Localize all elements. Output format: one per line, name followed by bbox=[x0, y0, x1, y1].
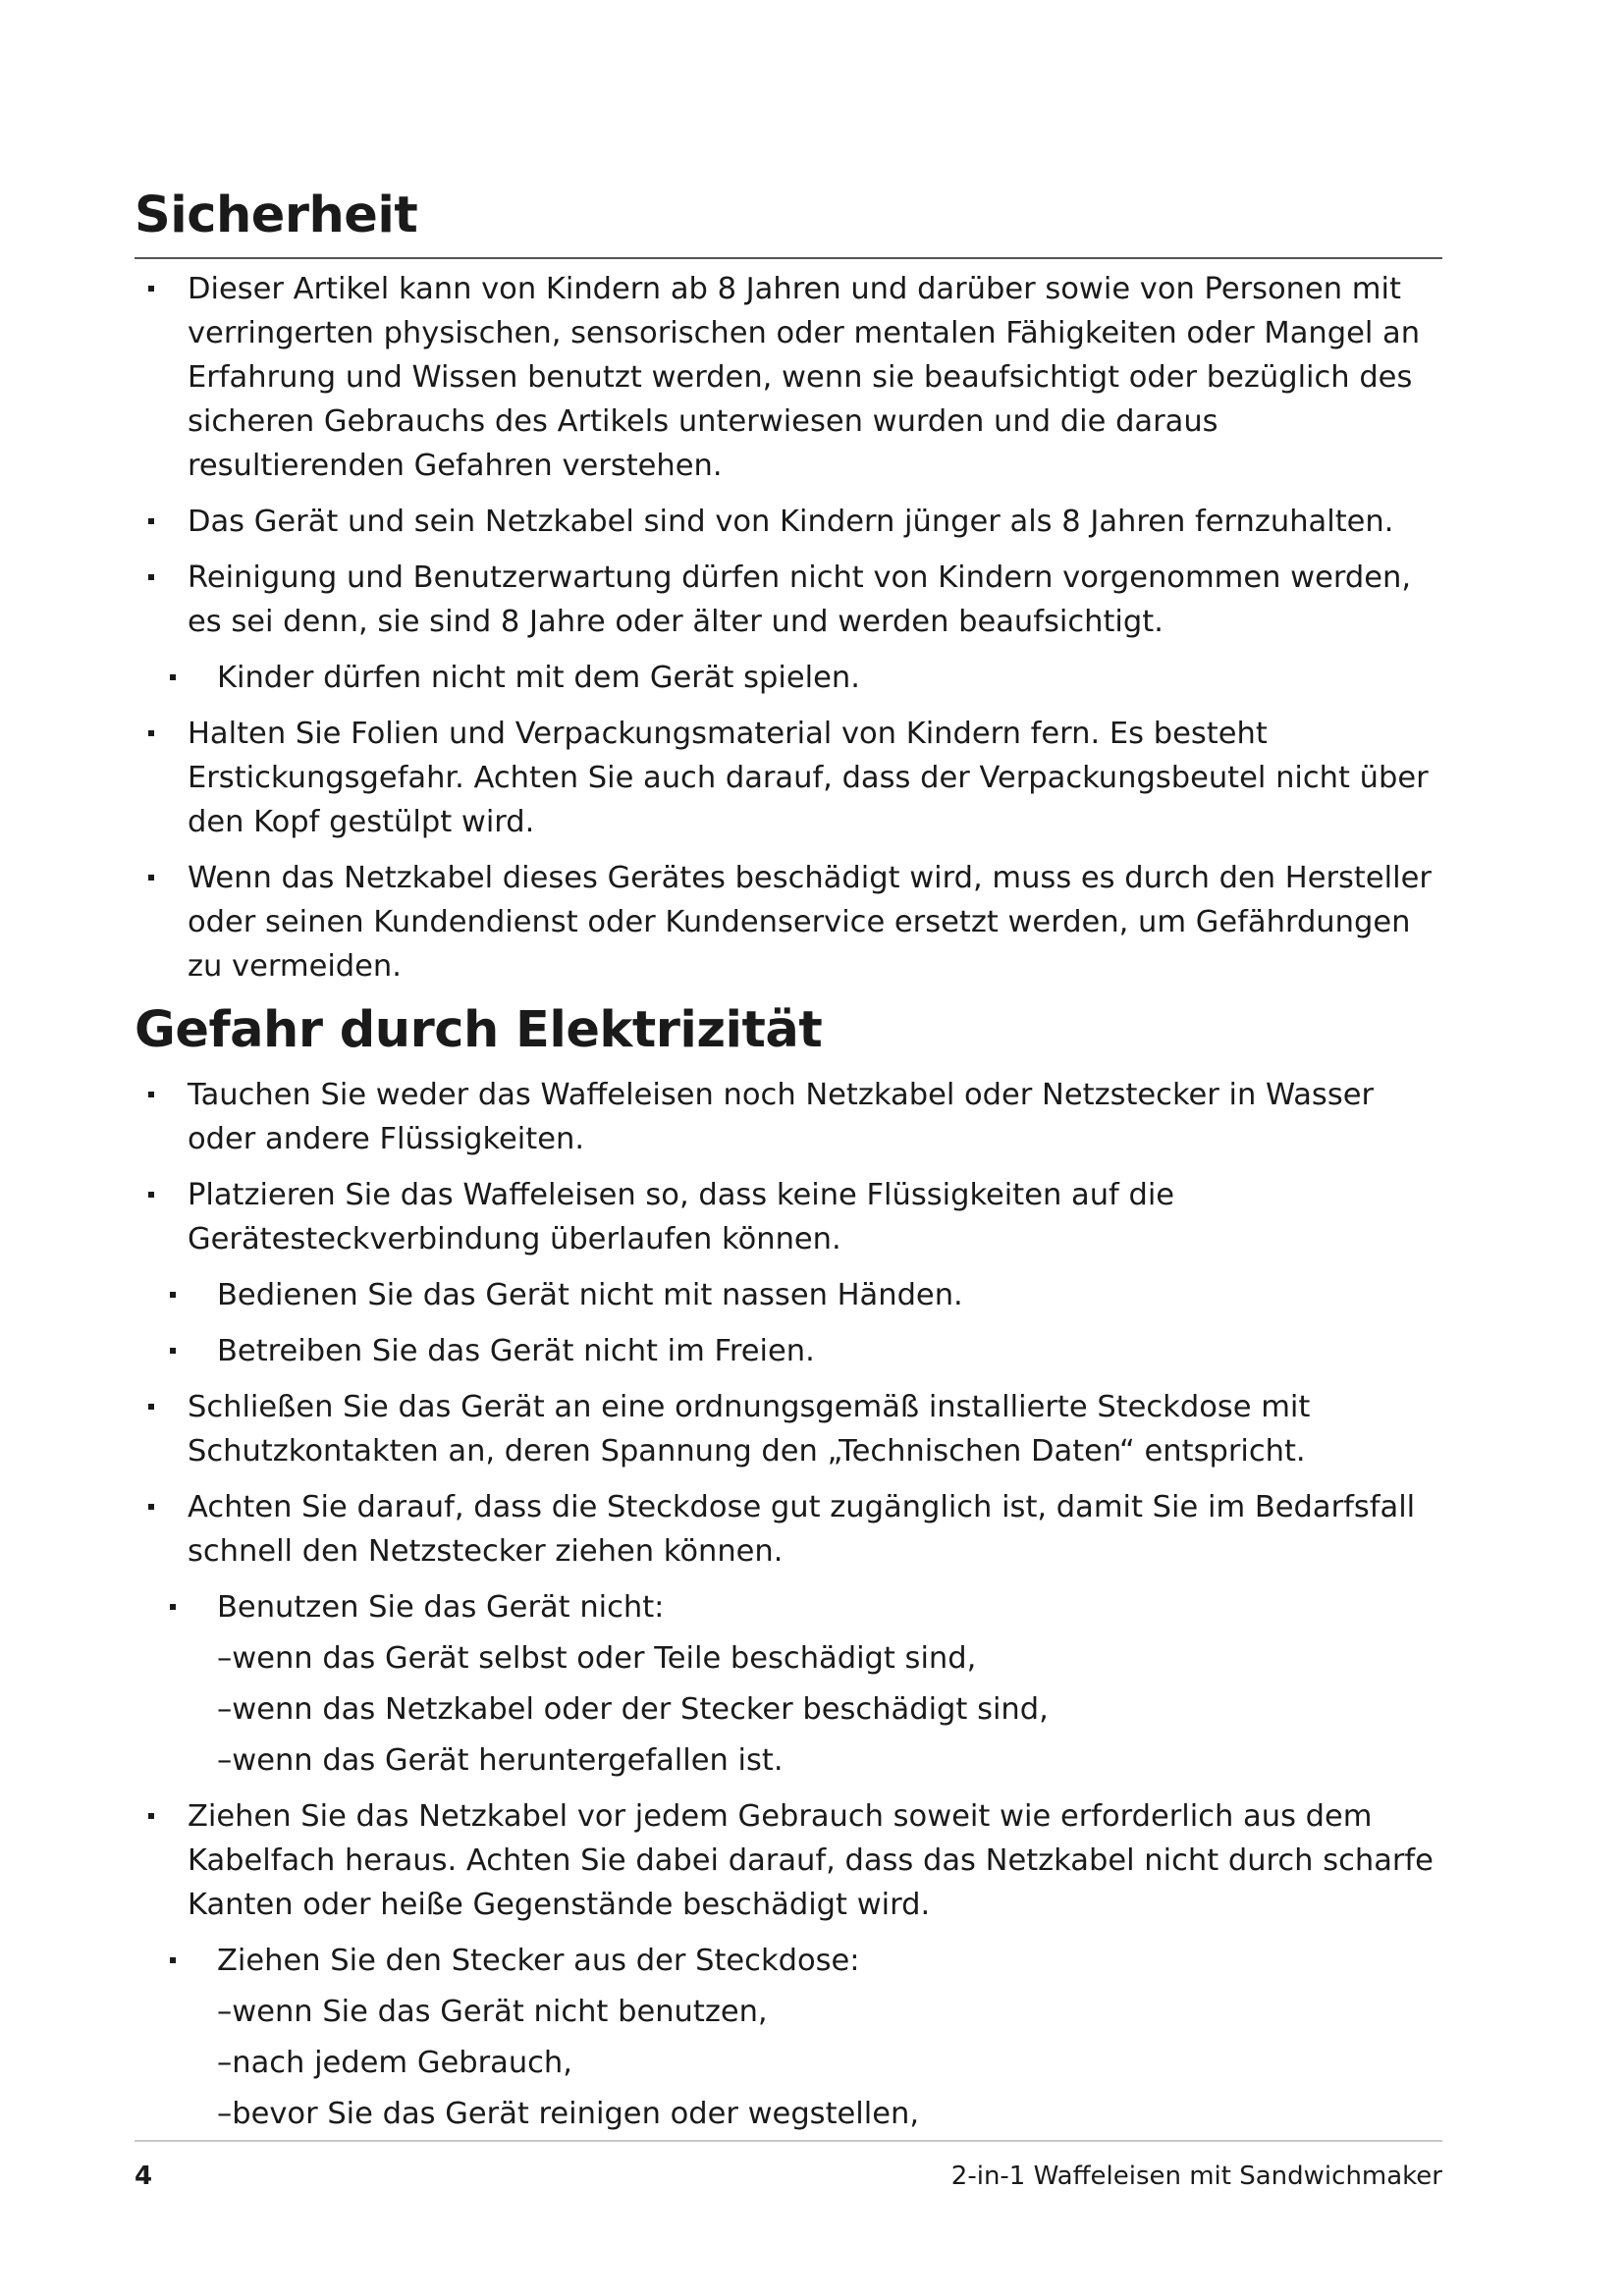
list-item-text: Achten Sie darauf, dass die Steckdose gut zugänglich ist, damit Sie im Bedarfsfall schnell den Netzstecker ziehen können. bbox=[188, 1490, 1416, 1569]
list-item bbox=[135, 1329, 1442, 1373]
safety-list bbox=[135, 267, 1442, 1000]
list-item-text: Halten Sie Folien und Verpackungsmaterial von Kindern fern. Es besteht Erstickungsgefahr. Achten Sie auch darauf, dass der Verpackungsbeutel nicht über den Kopf gestülpt wird. bbox=[188, 717, 1429, 839]
bullet-icon bbox=[148, 1092, 154, 1097]
bullet-icon bbox=[148, 574, 154, 580]
list-item bbox=[135, 1273, 1442, 1317]
list-item bbox=[135, 1794, 1442, 1927]
sub-list-item: –wenn das Gerät heruntergefallen ist. bbox=[217, 1743, 784, 1778]
bullet-icon bbox=[148, 286, 154, 292]
list-item-text: Betreiben Sie das Gerät nicht im Freien. bbox=[217, 1334, 815, 1368]
list-item-text: Bedienen Sie das Gerät nicht mit nassen Händen. bbox=[217, 1278, 963, 1312]
list-item-text: Reinigung und Benutzerwartung dürfen nicht von Kindern vorgenommen werden, es sei denn, sie sind 8 Jahre oder älter und werden beaufsichtigt. bbox=[188, 561, 1412, 639]
list-item bbox=[135, 856, 1442, 988]
list-item bbox=[135, 1073, 1442, 1161]
document-page bbox=[135, 0, 1442, 2296]
section-title-sicherheit: Sicherheit bbox=[135, 187, 418, 244]
sub-list-item: –nach jedem Gebrauch, bbox=[217, 2046, 572, 2080]
title-underline bbox=[135, 257, 1442, 259]
list-item-text: Tauchen Sie weder das Waffeleisen noch Netzkabel oder Netzstecker in Wasser oder andere Flüssigkeiten. bbox=[188, 1078, 1375, 1156]
list-item-text: Kinder dürfen nicht mit dem Gerät spielen. bbox=[217, 661, 860, 695]
list-item bbox=[135, 500, 1442, 544]
list-item bbox=[135, 267, 1442, 488]
page-number: 4 bbox=[135, 2162, 153, 2191]
sub-list-item: –wenn das Gerät selbst oder Teile beschädigt sind, bbox=[217, 1641, 977, 1676]
list-item bbox=[135, 1485, 1442, 1574]
list-item bbox=[135, 1585, 1442, 1783]
list-item-text: Schließen Sie das Gerät an eine ordnungsgemäß installierte Steckdose mit Schutzkontakten an, deren Spannung den „Technischen Daten“ entspricht. bbox=[188, 1390, 1311, 1468]
bullet-icon bbox=[148, 1192, 154, 1198]
bullet-icon bbox=[170, 1604, 176, 1610]
list-item-text: Ziehen Sie den Stecker aus der Steckdose: bbox=[217, 1944, 860, 1978]
list-item-text: Ziehen Sie das Netzkabel vor jedem Gebrauch soweit wie erforderlich aus dem Kabelfach heraus. Achten Sie dabei darauf, dass das Netzkabel nicht durch scharfe Kanten oder heiße Gegenstände beschädigt wird. bbox=[188, 1799, 1434, 1922]
list-item-text: Dieser Artikel kann von Kindern ab 8 Jahren und darüber sowie von Personen mit verringerten physischen, sensorischen oder mentalen Fähigkeiten oder Mangel an Erfahrung und Wissen benutzt werden, wenn sie beaufsichtigt oder bezüglich des sicheren Gebrauchs des Artikels unterwiesen wurden und die daraus resultierenden Gefahren verstehen. bbox=[188, 272, 1421, 483]
bullet-icon bbox=[170, 1348, 176, 1354]
list-item bbox=[135, 1173, 1442, 1261]
footer-divider bbox=[135, 2140, 1442, 2142]
bullet-icon bbox=[170, 1292, 176, 1298]
footer-title: 2-in-1 Waffeleisen mit Sandwichmaker bbox=[950, 2162, 1442, 2191]
list-item-text: Das Gerät und sein Netzkabel sind von Kindern jünger als 8 Jahren fernzuhalten. bbox=[188, 505, 1394, 539]
list-item-text: Benutzen Sie das Gerät nicht: bbox=[217, 1590, 665, 1625]
bullet-icon bbox=[148, 518, 154, 524]
electricity-list bbox=[135, 1073, 1442, 2148]
list-item bbox=[135, 556, 1442, 644]
section-title-elektrizitaet: Gefahr durch Elektrizität bbox=[135, 1001, 823, 1059]
list-item bbox=[135, 1385, 1442, 1473]
bullet-icon bbox=[170, 674, 176, 680]
bullet-icon bbox=[148, 1404, 154, 1410]
bullet-icon bbox=[148, 875, 154, 881]
list-item bbox=[135, 656, 1442, 700]
sub-list-item: –wenn das Netzkabel oder der Stecker beschädigt sind, bbox=[217, 1692, 1049, 1727]
bullet-icon bbox=[148, 730, 154, 736]
list-item bbox=[135, 712, 1442, 844]
sub-list-item: –bevor Sie das Gerät reinigen oder wegstellen, bbox=[217, 2097, 920, 2131]
list-item bbox=[135, 1939, 1442, 2136]
bullet-icon bbox=[170, 1957, 176, 1963]
bullet-icon bbox=[148, 1504, 154, 1510]
bullet-icon bbox=[148, 1813, 154, 1819]
list-item-text: Wenn das Netzkabel dieses Gerätes beschädigt wird, muss es durch den Hersteller oder seinen Kundendienst oder Kundenservice ersetzt werden, um Gefährdungen zu vermeiden. bbox=[188, 861, 1432, 984]
sub-list-item: –wenn Sie das Gerät nicht benutzen, bbox=[217, 1995, 768, 2029]
list-item-text: Platzieren Sie das Waffeleisen so, dass keine Flüssigkeiten auf die Gerätesteckverbindung überlaufen können. bbox=[188, 1178, 1175, 1256]
